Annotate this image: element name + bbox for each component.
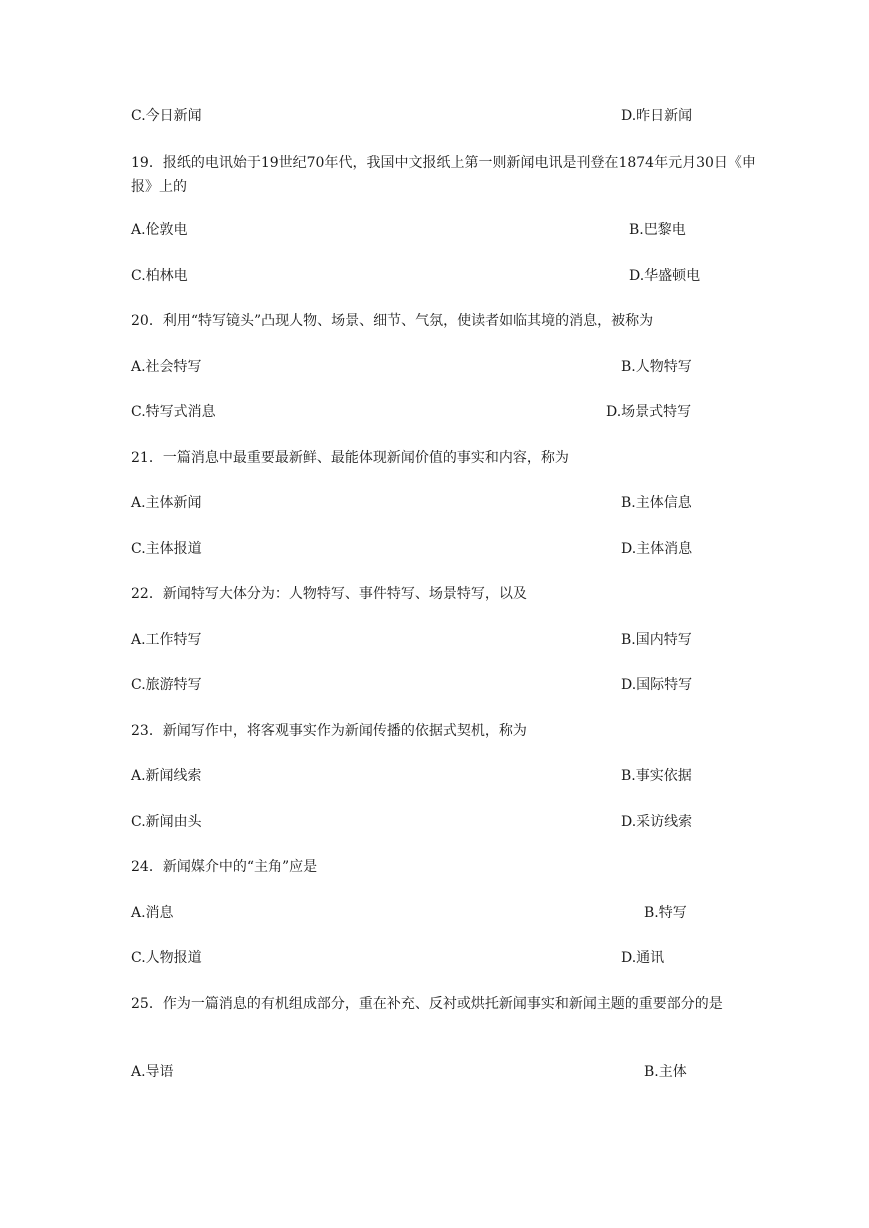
option-c: C.旅游特写 (131, 677, 202, 693)
option-d: D.主体消息 (621, 541, 693, 557)
option-a: A.伦敦电 (131, 222, 188, 238)
option-b: B.巴黎电 (629, 222, 686, 238)
question-23: 23．新闻写作中，将客观事实作为新闻传播的依据式契机，称为 (131, 723, 527, 739)
option-a: A.工作特写 (131, 632, 202, 648)
option-c: C.柏林电 (131, 268, 188, 284)
option-d: D.国际特写 (621, 677, 693, 693)
option-c: C.特写式消息 (131, 404, 216, 420)
question-24: 24．新闻媒介中的“主角”应是 (131, 859, 318, 875)
option-b: B.特写 (644, 905, 687, 921)
option-c: C.新闻由头 (131, 814, 202, 830)
option-d: D.采访线索 (621, 814, 693, 830)
option-b: B.人物特写 (621, 359, 692, 375)
question-20: 20．利用“特写镜头”凸现人物、场景、细节、气氛，使读者如临其境的消息，被称为 (131, 313, 654, 329)
question-21: 21．一篇消息中最重要最新鲜、最能体现新闻价值的事实和内容，称为 (131, 450, 569, 466)
question-19: 19．报纸的电讯始于19世纪70年代，我国中文报纸上第一则新闻电讯是刊登在1874年元月30日《申报》上的 (131, 155, 756, 195)
question-25: 25．作为一篇消息的有机组成部分，重在补充、反衬或烘托新闻事实和新闻主题的重要部分的是 (131, 996, 723, 1012)
option-a: A.社会特写 (131, 359, 202, 375)
option-c: C.人物报道 (131, 950, 202, 966)
question-22: 22．新闻特写大体分为：人物特写、事件特写、场景特写，以及 (131, 586, 527, 602)
option-a: A.主体新闻 (131, 495, 202, 511)
option-c: C.今日新闻 (131, 108, 202, 124)
option-b: B.事实依据 (621, 768, 692, 784)
option-b: B.主体 (644, 1064, 687, 1080)
option-a: A.新闻线索 (131, 768, 202, 784)
option-d: D.华盛顿电 (629, 268, 701, 284)
option-b: B.主体信息 (621, 495, 692, 511)
option-d: D.通讯 (621, 950, 665, 966)
option-c: C.主体报道 (131, 541, 202, 557)
option-d: D.场景式特写 (606, 404, 692, 420)
option-a: A.导语 (131, 1064, 174, 1080)
option-d: D.昨日新闻 (621, 108, 693, 124)
option-b: B.国内特写 (621, 632, 692, 648)
option-a: A.消息 (131, 905, 174, 921)
